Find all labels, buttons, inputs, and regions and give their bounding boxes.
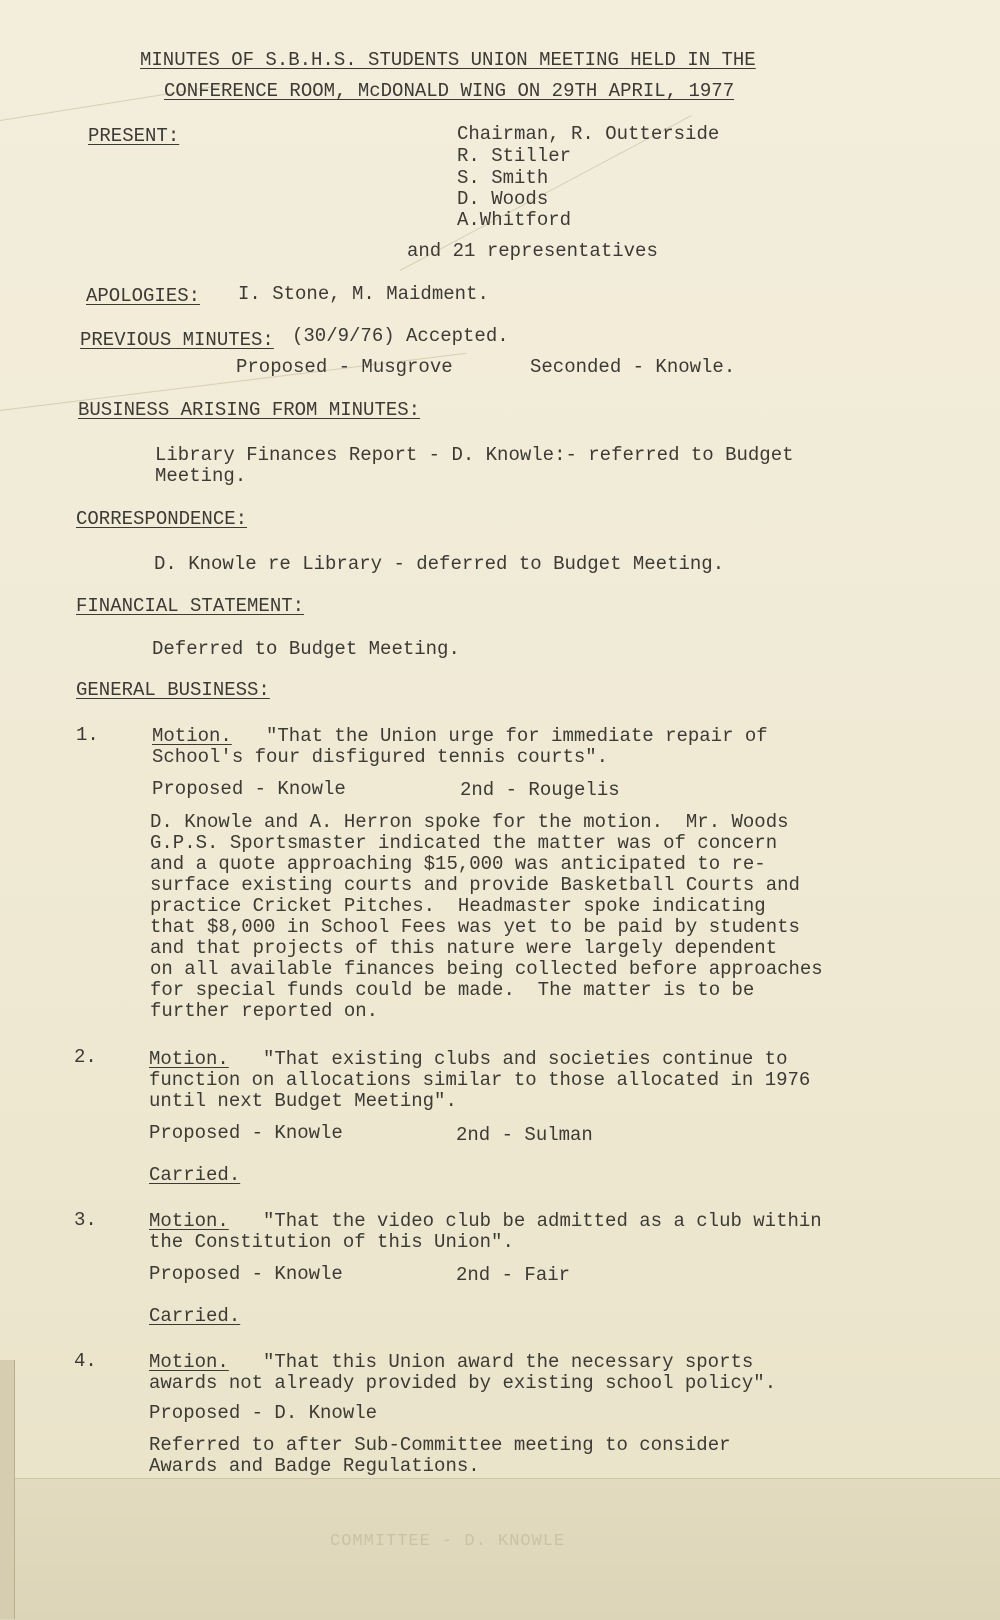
title-line-2: CONFERENCE ROOM, McDONALD WING ON 29TH APRIL, 1977 [164, 80, 735, 102]
business-arising-label: BUSINESS ARISING FROM MINUTES: [78, 399, 421, 421]
motion-text-line: "That the video club be admitted as a club within [263, 1210, 822, 1232]
present-member: S. Smith [457, 167, 549, 189]
proposed-by: Proposed - Knowle [149, 1263, 343, 1285]
motion-text-line: until next Budget Meeting". [149, 1090, 457, 1112]
motion-label: Motion. [149, 1210, 229, 1232]
motion-text-line: awards not already provided by existing school policy". [149, 1372, 777, 1394]
present-member: Chairman, R. Outterside [457, 123, 720, 145]
text-line: Awards and Badge Regulations. [149, 1455, 480, 1477]
text-line: Library Finances Report - D. Knowle:- referred to Budget [155, 444, 794, 466]
apologies-label: APOLOGIES: [86, 285, 201, 307]
item-number: 2. [74, 1046, 97, 1068]
motion-result: Carried. [149, 1305, 241, 1327]
motion-text-line: the Constitution of this Union". [149, 1231, 514, 1253]
motion-text-line: "That this Union award the necessary sports [263, 1351, 754, 1373]
discussion-notes [149, 1435, 731, 1477]
text-line: further reported on. [150, 1000, 379, 1022]
present-member: R. Stiller [457, 145, 572, 167]
apologies-text: I. Stone, M. Maidment. [238, 283, 489, 305]
title-line-1: MINUTES OF S.B.H.S. STUDENTS UNION MEETING HELD IN THE [140, 49, 756, 71]
financial-statement-text: Deferred to Budget Meeting. [152, 638, 460, 660]
seconded-by: 2nd - Fair [456, 1264, 571, 1286]
text-line: that $8,000 in School Fees was yet to be paid by students [150, 916, 800, 938]
motion-text-line: function on allocations similar to those allocated in 1976 [149, 1069, 811, 1091]
present-member: D. Woods [457, 188, 549, 210]
proposed-by: Proposed - D. Knowle [149, 1402, 378, 1424]
motion-result: Carried. [149, 1164, 241, 1186]
correspondence-label: CORRESPONDENCE: [76, 508, 248, 530]
present-label: PRESENT: [88, 125, 180, 147]
present-others: and 21 representatives [407, 240, 658, 262]
previous-minutes-label: PREVIOUS MINUTES: [80, 329, 274, 351]
correspondence-text: D. Knowle re Library - deferred to Budget Meeting. [154, 553, 725, 575]
motion-text-line: "That the Union urge for immediate repair of [266, 725, 768, 747]
present-member: A.Whitford [457, 209, 572, 231]
motion-text-line: "That existing clubs and societies continue to [263, 1048, 788, 1070]
text-line: Meeting. [155, 465, 247, 487]
item-number: 4. [74, 1350, 97, 1372]
text-line: for special funds could be made. The matter is to be [150, 979, 755, 1001]
general-business-label: GENERAL BUSINESS: [76, 679, 270, 701]
previous-minutes-seconded: Seconded - Knowle. [530, 356, 736, 378]
text-line: G.P.S. Sportsmaster indicated the matter was of concern [150, 832, 778, 854]
financial-statement-label: FINANCIAL STATEMENT: [76, 595, 305, 617]
discussion-notes [150, 812, 823, 1022]
motion-text-line: School's four disfigured tennis courts". [152, 746, 609, 768]
text-line: Referred to after Sub-Committee meeting to consider [149, 1434, 731, 1456]
text-line: on all available finances being collected before approaches [150, 958, 823, 980]
business-arising-text [155, 445, 794, 487]
seconded-by: 2nd - Rougelis [460, 779, 620, 801]
text-line: D. Knowle and A. Herron spoke for the motion. Mr. Woods [150, 811, 789, 833]
motion-label: Motion. [152, 725, 232, 747]
item-number: 3. [74, 1209, 97, 1231]
text-line: practice Cricket Pitches. Headmaster spoke indicating [150, 895, 766, 917]
previous-minutes-proposed: Proposed - Musgrove [236, 356, 453, 378]
item-number: 1. [76, 724, 99, 746]
binding-edge [0, 1360, 15, 1619]
proposed-by: Proposed - Knowle [149, 1122, 343, 1144]
seconded-by: 2nd - Sulman [456, 1124, 593, 1146]
motion-label: Motion. [149, 1351, 229, 1373]
text-line: surface existing courts and provide Basketball Courts and [150, 874, 800, 896]
motion-label: Motion. [149, 1048, 229, 1070]
previous-minutes-text: (30/9/76) Accepted. [292, 325, 509, 347]
proposed-by: Proposed - Knowle [152, 778, 346, 800]
text-line: and a quote approaching $15,000 was anticipated to re- [150, 853, 766, 875]
show-through-text: COMMITTEE - D. KNOWLE [330, 1532, 566, 1551]
text-line: and that projects of this nature were largely dependent [150, 937, 778, 959]
